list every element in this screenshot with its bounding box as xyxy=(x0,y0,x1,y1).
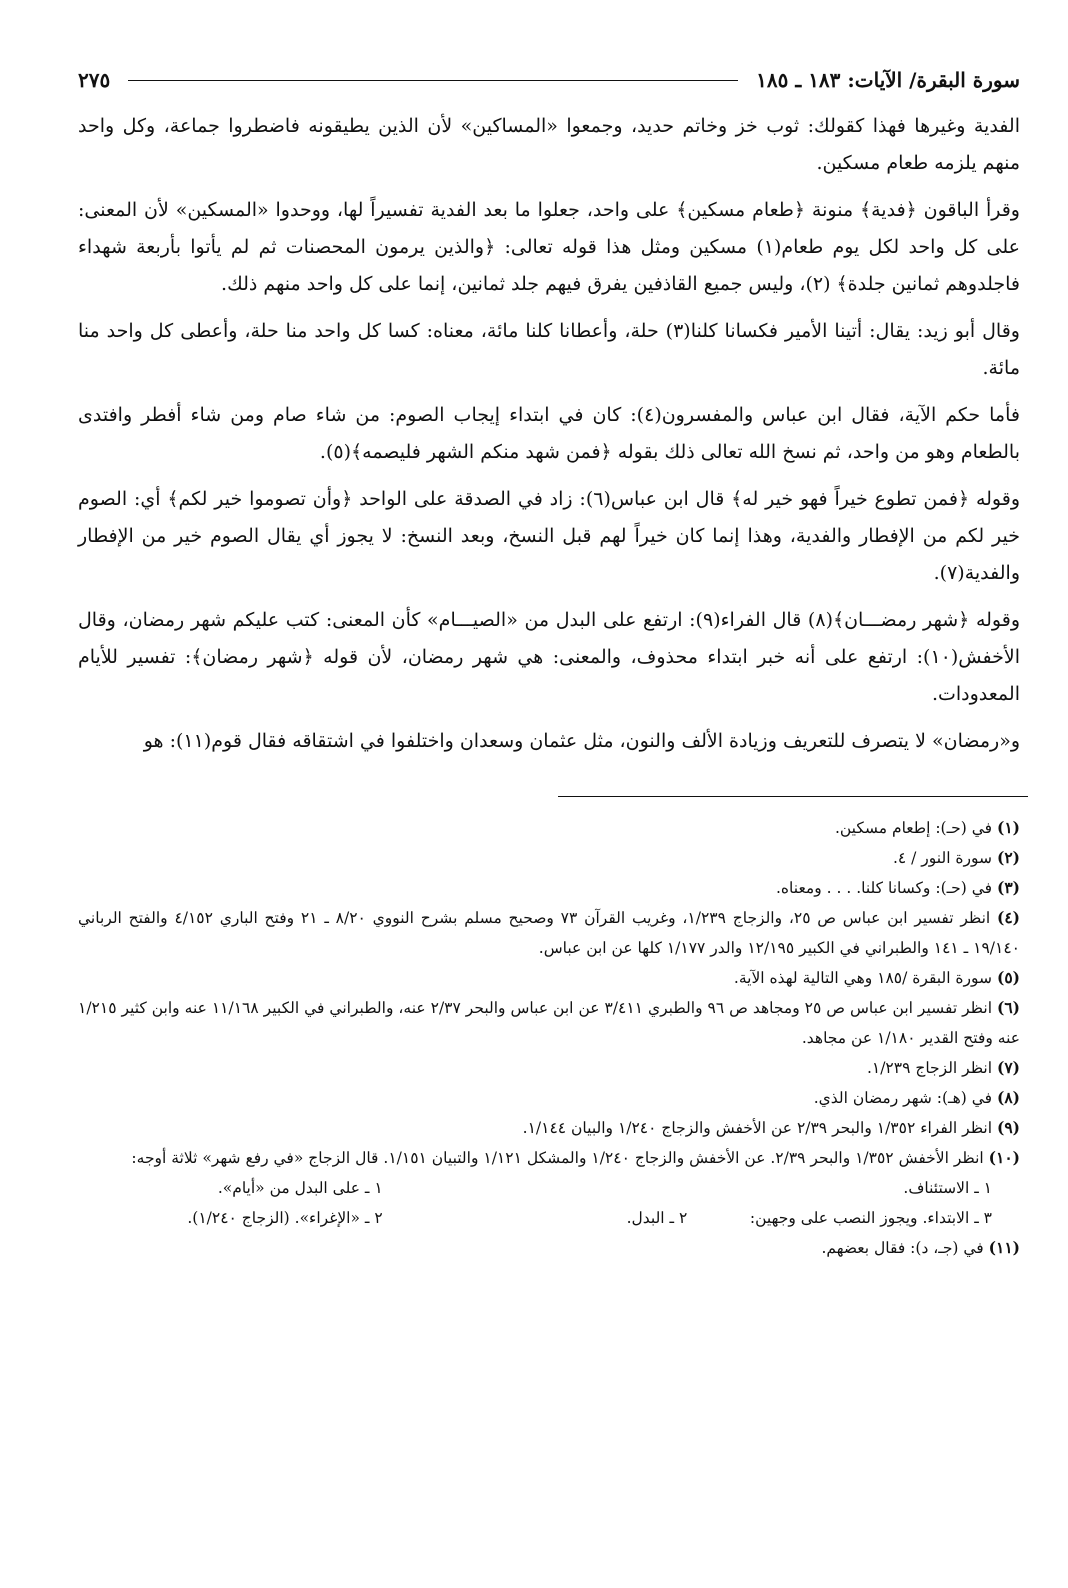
way-item: ٢ ـ البدل. xyxy=(626,1209,688,1227)
footnote xyxy=(78,1113,1020,1143)
footnote xyxy=(78,1083,1020,1113)
paragraph: فأما حكم الآية، فقال ابن عباس والمفسرون(٤): كان في ابتداء إيجاب الصوم: من شاء صام ومن شاء أفطر وافتدى بالطعام وهو من واحد، ثم نسخ الله تعالى ذلك بقوله ﴿فمن شهد منكم الشهر فليصمه﴾(٥). xyxy=(78,404,1020,463)
main-text xyxy=(70,108,1028,760)
footnote-text: سورة البقرة /١٨٥ وهي التالية لهذه الآية. xyxy=(733,969,993,987)
footnote-text: في (حـ): إطعام مسكين. xyxy=(834,819,993,837)
footnote-text: انظر تفسير ابن عباس ص ٢٥ ومجاهد ص ٩٦ والطبري ٣/٤١١ عن ابن عباس والبحر ٢/٣٧ عنه، والطبراني في الكبير ١١/١٦٨ عنه وابن كثير ١/٢١٥ عنه وفتح القدير ١/١٨٠ عن مجاهد. xyxy=(78,999,1020,1047)
footnote-number: (٤) xyxy=(997,908,1021,927)
footnote xyxy=(78,1233,1020,1263)
footnote xyxy=(78,843,1020,873)
page-number: ٢٧٥ xyxy=(78,68,111,92)
footnote-separator xyxy=(558,796,1028,797)
footnote-number: (٩) xyxy=(996,1118,1020,1137)
footnote-number: (٣) xyxy=(996,878,1020,897)
footnote xyxy=(78,903,1020,963)
footnote-number: (٥) xyxy=(996,968,1020,987)
footnote-text: في (جـ، د): فقال بعضهم. xyxy=(821,1239,984,1257)
way-item: ١ ـ على البدل من «أيام». xyxy=(217,1179,383,1197)
footnote-number: (٢) xyxy=(996,848,1020,867)
footnote-10-ways xyxy=(78,1173,992,1233)
footnote-number: (٨) xyxy=(996,1088,1020,1107)
running-header xyxy=(70,62,1028,98)
footnote-text: انظر الأخفش ١/٣٥٢ والبحر ٢/٣٩. عن الأخفش والزجاج ١/٢٤٠ والمشكل ١/١٢١ والتبيان ١/١٥١. قال الزجاج «في رفع شهر» ثلاثة أوجه: xyxy=(131,1149,984,1167)
footnotes xyxy=(70,813,1028,1263)
way-item: ١ ـ الاستئناف. xyxy=(903,1179,992,1197)
footnote-text: انظر الزجاج ١/٢٣٩. xyxy=(866,1059,993,1077)
footnote-text: في (هـ): شهر رمضان الذي. xyxy=(813,1089,993,1107)
footnote xyxy=(78,813,1020,843)
footnote xyxy=(78,873,1020,903)
footnote xyxy=(78,993,1020,1053)
paragraph: الفدية وغيرها فهذا كقولك: ثوب خز وخاتم حديد، وجمعوا «المساكين» لأن الذين يطيقونه فاضطروا جماعة، وكل واحد منهم يلزمه طعام مسكين. xyxy=(78,115,1020,174)
footnote xyxy=(78,1053,1020,1083)
footnote xyxy=(78,963,1020,993)
footnote-number: (١٠) xyxy=(988,1148,1020,1167)
footnote-number: (٦) xyxy=(997,998,1021,1017)
footnote-number: (١١) xyxy=(988,1238,1020,1257)
footnote xyxy=(78,1143,1020,1173)
way-item: ٣ ـ الابتداء. ويجوز النصب على وجهين: xyxy=(749,1209,992,1227)
footnote-number: (١) xyxy=(996,818,1020,837)
footnote-text: في (حـ): وكسانا كلنا. . . . ومعناه. xyxy=(776,879,993,897)
paragraph: وقوله ﴿فمن تطوع خيراً فهو خير له﴾ قال ابن عباس(٦): زاد في الصدقة على الواحد ﴿وأن تصوموا خير لكم﴾ أي: الصوم خير لكم من الإفطار والفدية، وهذا إنما كان خيراً لهم قبل النسخ، وبعد النسخ: لا يجوز أي يقال الصوم خير من الإفطار والفدية(٧). xyxy=(78,488,1020,584)
footnote-text: سورة النور / ٤. xyxy=(892,849,993,867)
paragraph: وقوله ﴿شهر رمضـــان﴾(٨) قال الفراء(٩): ارتفع على البدل من «الصيـــام» كأن المعنى: كتب عليكم شهر رمضان، وقال الأخفش(١٠): ارتفع على أنه خبر ابتداء محذوف، والمعنى: هي شهر رمضان، لأن قوله ﴿شهر رمضان﴾: تفسير للأيام المعدودات. xyxy=(78,609,1020,705)
footnote-text: انظر تفسير ابن عباس ص ٢٥، والزجاج ١/٢٣٩، وغريب القرآن ٧٣ وصحيح مسلم بشرح النووي ٨/٢٠ ـ ٢١ وفتح الباري ٤/١٥٢ والفتح الرباني ١٩/١٤٠ ـ ١٤١ والطبراني في الكبير ١٢/١٩٥ والدر ١/١٧٧ كلها عن ابن عباس. xyxy=(78,909,1020,957)
footnote-number: (٧) xyxy=(996,1058,1020,1077)
header-rule xyxy=(128,80,738,81)
paragraph: وقال أبو زيد: يقال: أتينا الأمير فكسانا كلنا(٣) حلة، وأعطانا كلنا مائة، معناه: كسا كل واحد منا حلة، وأعطى كل واحد منا مائة. xyxy=(78,320,1020,379)
paragraph: وقرأ الباقون ﴿فدية﴾ منونة ﴿طعام مسكين﴾ على واحد، جعلوا ما بعد الفدية تفسيراً لها، ووحدوا «المسكين» لأن المعنى: على كل واحد لكل يوم طعام(١) مسكين ومثل هذا قوله تعالى: ﴿والذين يرمون المحصنات ثم لم يأتوا بأربعة شهداء فاجلدوهم ثمانين جلدة﴾ (٢)، وليس جميع القاذفين يفرق فيهم جلد ثمانين، إنما على كل واحد منهم ذلك. xyxy=(78,199,1020,295)
way-item: ٢ ـ «الإغراء». (الزجاج ١/٢٤٠). xyxy=(187,1209,383,1227)
footnote-text: انظر الفراء ١/٣٥٢ والبحر ٢/٣٩ عن الأخفش والزجاج ١/٢٤٠ والبيان ١/١٤٤. xyxy=(522,1119,993,1137)
paragraph: و«رمضان» لا يتصرف للتعريف وزيادة الألف والنون، مثل عثمان وسعدان واختلفوا في اشتقاقه فقال قوم(١١): هو xyxy=(143,730,1020,752)
header-title: سورة البقرة/ الآيات: ١٨٣ ـ ١٨٥ xyxy=(756,68,1020,92)
